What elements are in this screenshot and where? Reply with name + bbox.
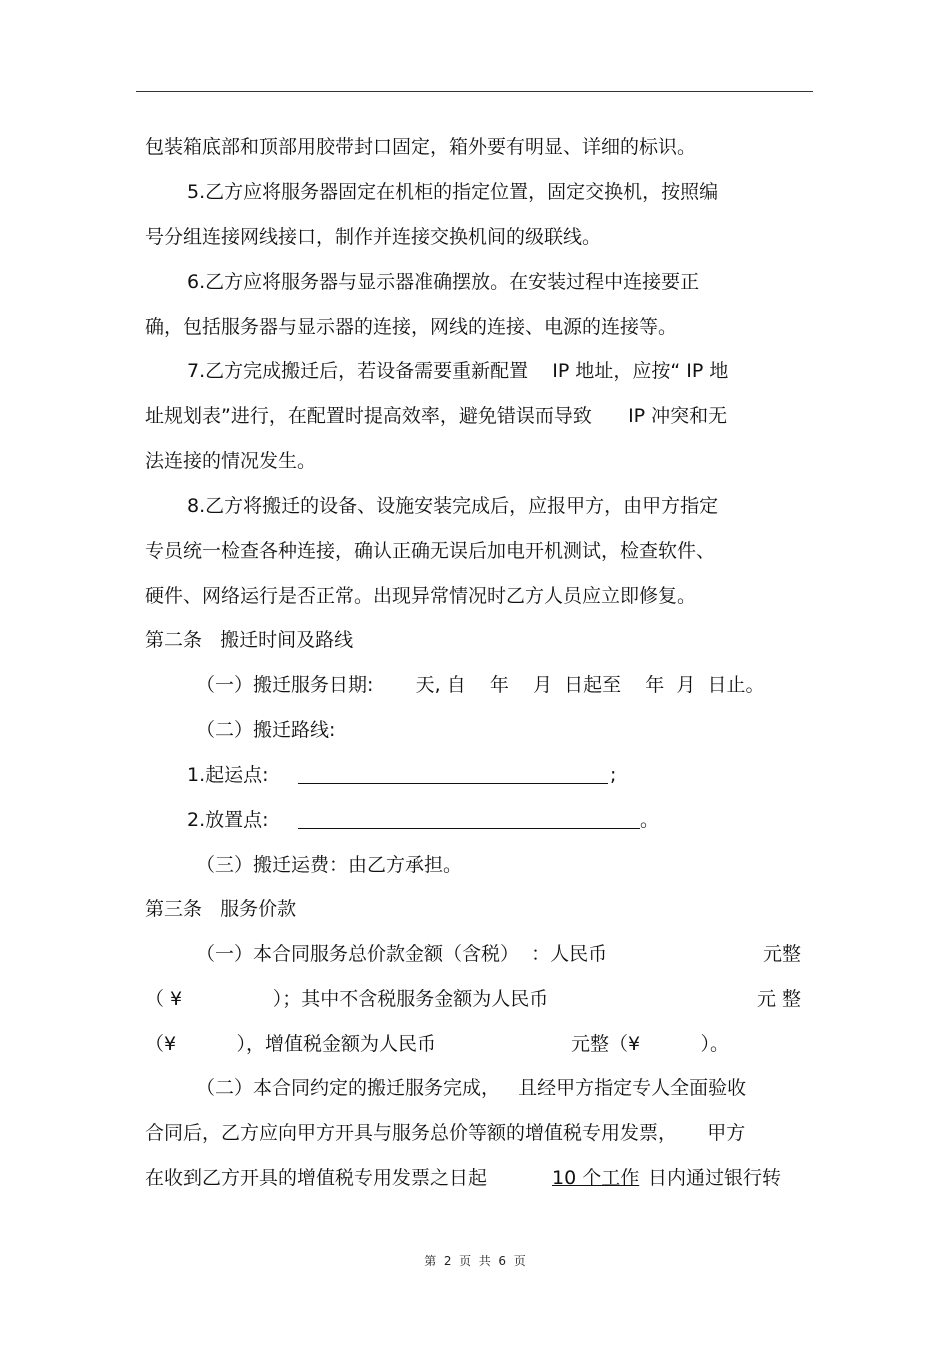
text-line: 专员统一检查各种连接，确认正确无误后加电开机测试，检查软件、 [145,540,716,562]
text-line: 2.放置点: [187,809,269,831]
text-line: 确，包括服务器与显示器的连接，网线的连接、电源的连接等。 [145,316,678,338]
text-line: 8.乙方将搬迁的设备、设施安装完成后，应报甲方，由甲方指定 [187,495,719,517]
text-line: 元整 [763,943,802,965]
text-line: 号分组连接网线接口，制作并连接交换机间的级联线。 [145,226,602,248]
destination-blank [298,808,640,832]
text-line: 。 [640,809,660,831]
text-line: （三）搬迁运费：由乙方承担。 [196,854,463,876]
text-line: ; [610,764,617,786]
text-line: 硬件、网络运行是否正常。出现异常情况时乙方人员应立即修复。 [145,585,697,607]
text-line: 元整（¥ ）。 [571,1033,729,1055]
section-heading: 第二条 搬迁时间及路线 [145,629,354,651]
text-line: （一）搬迁服务日期: 天, 自 年 月 日起至 年 月 日止。 [196,674,765,696]
text-line: 7.乙方完成搬迁后，若设备需要重新配置 IP 地址，应按“ IP 地 [187,360,729,382]
text-line: 法连接的情况发生。 [145,450,317,472]
underlined-days: 10 个工作 [552,1167,640,1189]
text-line: 合同后，乙方应向甲方开具与服务总价等额的增值税专用发票， 甲方 [145,1122,746,1144]
text-line: （一）本合同服务总价款金额（含税） ：人民币 [196,943,608,965]
text-line: 6.乙方应将服务器与显示器准确摆放。在安装过程中连接要正 [187,271,700,293]
text-line: 址规划表”进行，在配置时提高效率，避免错误而导致 IP 冲突和无 [145,405,728,427]
text-line: （二）搬迁路线: [196,719,336,741]
text-line: 1.起运点: [187,764,269,786]
text-line: （二）本合同约定的搬迁服务完成， 且经甲方指定专人全面验收 [196,1077,747,1099]
text-line: 包装箱底部和顶部用胶带封口固定，箱外要有明显、详细的标识。 [145,136,697,158]
header-rule [136,91,813,92]
page-number: 第 2 页 共 6 页 [424,1254,526,1268]
text-line: （¥ ），增值税金额为人民币 [145,1033,436,1055]
text-line: 元 整 [757,988,802,1010]
section-heading: 第三条 服务价款 [145,898,297,920]
text-line: 日内通过银行转 [648,1167,782,1189]
text-line: （ ¥ ）；其中不含税服务金额为人民币 [145,988,549,1010]
origin-blank [298,763,608,787]
text-line: 5.乙方应将服务器固定在机柜的指定位置，固定交换机，按照编 [187,181,719,203]
text-line: 在收到乙方开具的增值税专用发票之日起 [145,1167,488,1189]
